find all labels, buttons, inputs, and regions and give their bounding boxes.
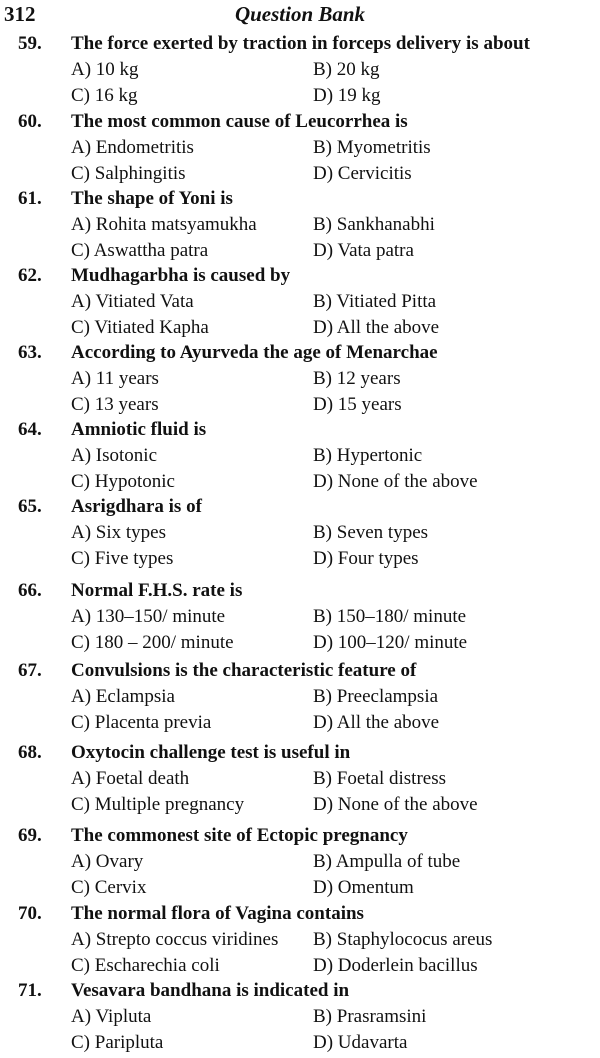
question-67 bbox=[0, 660, 600, 738]
option-b: B) Preeclampsia bbox=[313, 686, 439, 707]
question-text: The most common cause of Leucorrhea is bbox=[71, 111, 408, 132]
option-a: A) Vipluta bbox=[71, 1006, 152, 1027]
question-text: Oxytocin challenge test is useful in bbox=[71, 742, 351, 763]
option-d: D) None of the above bbox=[313, 471, 478, 492]
option-b: B) 20 kg bbox=[313, 59, 380, 80]
question-number: 59. bbox=[18, 33, 42, 54]
page-number: 312 bbox=[4, 2, 36, 26]
option-b: B) Ampulla of tube bbox=[313, 851, 461, 872]
option-b: B) Vitiated Pitta bbox=[313, 291, 437, 312]
question-62 bbox=[0, 265, 600, 343]
question-text: According to Ayurveda the age of Menarchae bbox=[71, 342, 438, 363]
option-d: D) All the above bbox=[313, 712, 440, 733]
question-text: The commonest site of Ectopic pregnancy bbox=[71, 825, 408, 846]
option-a: A) Foetal death bbox=[71, 768, 190, 789]
option-b: B) Seven types bbox=[313, 522, 429, 543]
question-text: Mudhagarbha is caused by bbox=[71, 265, 291, 286]
question-66 bbox=[0, 580, 600, 658]
option-a: A) Isotonic bbox=[71, 445, 158, 466]
question-text: Vesavara bandhana is indicated in bbox=[71, 980, 350, 1001]
question-text: The shape of Yoni is bbox=[71, 188, 233, 209]
option-a: A) 10 kg bbox=[71, 59, 139, 80]
option-d: D) Omentum bbox=[313, 877, 414, 898]
question-60 bbox=[0, 111, 600, 189]
option-a: A) Vitiated Vata bbox=[71, 291, 194, 312]
question-61 bbox=[0, 188, 600, 266]
question-text: The normal flora of Vagina contains bbox=[71, 903, 364, 924]
option-b: B) Staphylococus areus bbox=[313, 929, 493, 950]
question-65 bbox=[0, 496, 600, 574]
page-header bbox=[0, 2, 600, 28]
question-text: Amniotic fluid is bbox=[71, 419, 207, 440]
question-text: Asrigdhara is of bbox=[71, 496, 202, 517]
question-63 bbox=[0, 342, 600, 420]
option-d: D) 100–120/ minute bbox=[313, 632, 468, 653]
option-d: D) All the above bbox=[313, 317, 440, 338]
option-c: C) Vitiated Kapha bbox=[71, 317, 209, 338]
question-number: 60. bbox=[18, 111, 42, 132]
question-text: The force exerted by traction in forceps delivery is about bbox=[71, 33, 530, 54]
question-number: 70. bbox=[18, 903, 42, 924]
question-number: 71. bbox=[18, 980, 42, 1001]
option-d: D) None of the above bbox=[313, 794, 478, 815]
option-d: D) Four types bbox=[313, 548, 419, 569]
question-number: 63. bbox=[18, 342, 42, 363]
option-c: C) Multiple pregnancy bbox=[71, 794, 245, 815]
option-d: D) 15 years bbox=[313, 394, 402, 415]
option-b: B) Sankhanabhi bbox=[313, 214, 435, 235]
option-c: C) 16 kg bbox=[71, 85, 138, 106]
option-d: D) Udavarta bbox=[313, 1032, 408, 1053]
option-b: B) 150–180/ minute bbox=[313, 606, 467, 627]
question-number: 68. bbox=[18, 742, 42, 763]
option-c: C) Paripluta bbox=[71, 1032, 164, 1053]
question-68 bbox=[0, 742, 600, 820]
question-number: 66. bbox=[18, 580, 42, 601]
option-c: C) Escharechia coli bbox=[71, 955, 220, 976]
option-b: B) Prasramsini bbox=[313, 1006, 427, 1027]
option-c: C) Five types bbox=[71, 548, 174, 569]
question-text: Normal F.H.S. rate is bbox=[71, 580, 243, 601]
option-a: A) Strepto coccus viridines bbox=[71, 929, 279, 950]
option-c: C) Placenta previa bbox=[71, 712, 212, 733]
option-a: A) 11 years bbox=[71, 368, 159, 389]
option-a: A) 130–150/ minute bbox=[71, 606, 226, 627]
option-d: D) Doderlein bacillus bbox=[313, 955, 478, 976]
option-c: C) Hypotonic bbox=[71, 471, 175, 492]
question-number: 61. bbox=[18, 188, 42, 209]
option-d: D) Cervicitis bbox=[313, 163, 412, 184]
page-title: Question Bank bbox=[234, 2, 366, 26]
option-c: C) Salphingitis bbox=[71, 163, 186, 184]
option-c: C) 180 – 200/ minute bbox=[71, 632, 234, 653]
option-a: A) Eclampsia bbox=[71, 686, 175, 707]
option-a: A) Ovary bbox=[71, 851, 144, 872]
option-b: B) Myometritis bbox=[313, 137, 431, 158]
option-c: C) Cervix bbox=[71, 877, 147, 898]
option-d: D) 19 kg bbox=[313, 85, 381, 106]
question-text: Convulsions is the characteristic feature of bbox=[71, 660, 417, 681]
question-69 bbox=[0, 825, 600, 903]
question-number: 62. bbox=[18, 265, 42, 286]
question-number: 65. bbox=[18, 496, 42, 517]
question-64 bbox=[0, 419, 600, 497]
option-d: D) Vata patra bbox=[313, 240, 414, 261]
question-number: 67. bbox=[18, 660, 42, 681]
question-70 bbox=[0, 903, 600, 981]
question-number: 64. bbox=[18, 419, 42, 440]
option-c: C) Aswattha patra bbox=[71, 240, 209, 261]
option-b: B) Hypertonic bbox=[313, 445, 423, 466]
option-a: A) Rohita matsyamukha bbox=[71, 214, 257, 235]
question-71 bbox=[0, 980, 600, 1058]
question-59 bbox=[0, 33, 600, 111]
option-a: A) Endometritis bbox=[71, 137, 194, 158]
option-b: B) 12 years bbox=[313, 368, 401, 389]
question-number: 69. bbox=[18, 825, 42, 846]
option-b: B) Foetal distress bbox=[313, 768, 446, 789]
option-c: C) 13 years bbox=[71, 394, 159, 415]
option-a: A) Six types bbox=[71, 522, 166, 543]
